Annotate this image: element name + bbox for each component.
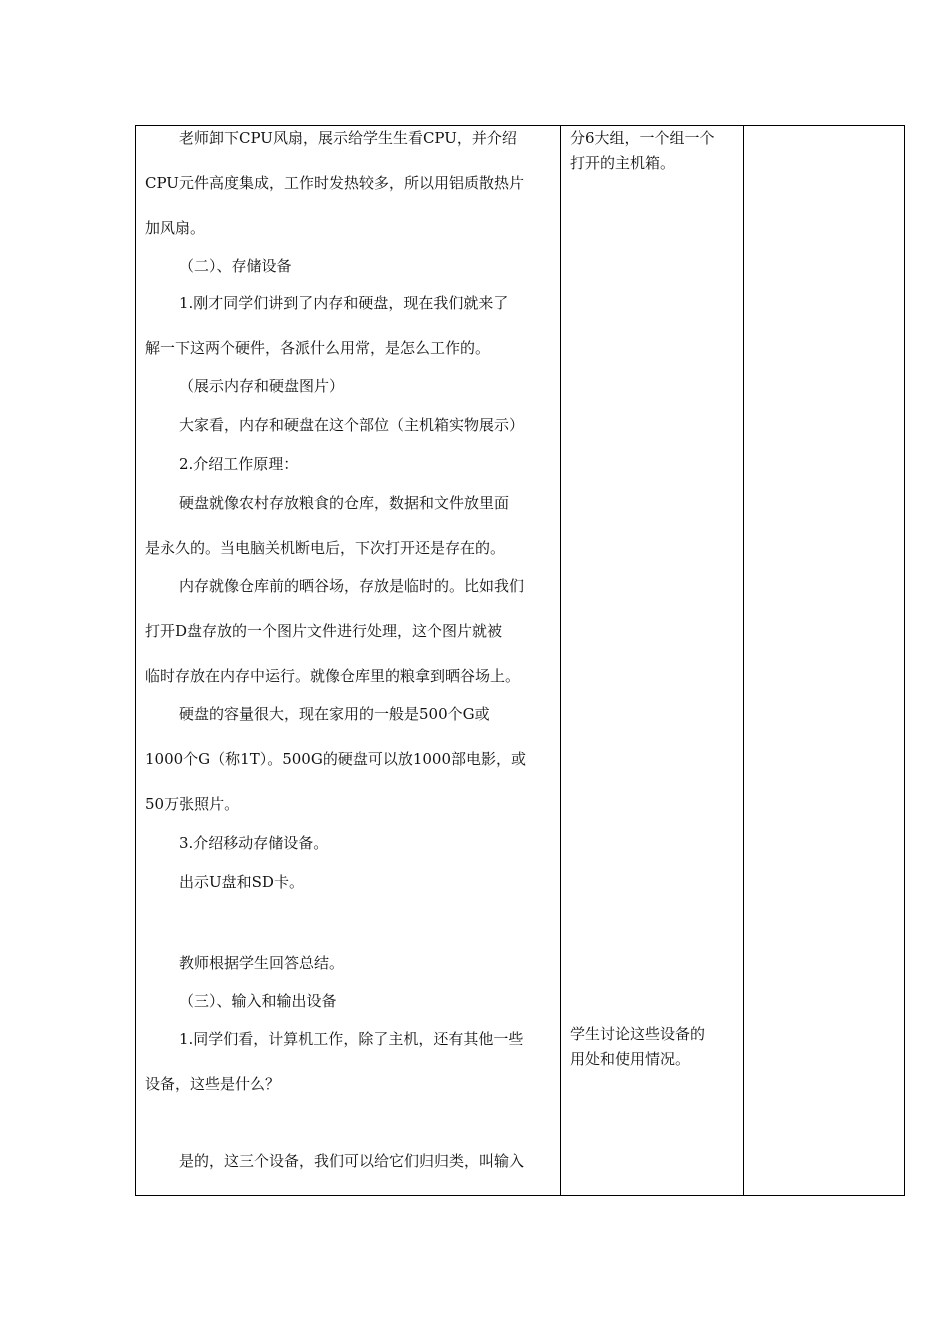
section-heading: （三）、输入和输出设备: [179, 992, 337, 1010]
text-line: 1.刚才同学们讲到了内存和硬盘，现在我们就来了: [179, 294, 509, 312]
text-line: 1.同学们看，计算机工作，除了主机，还有其他一些: [179, 1030, 524, 1048]
section-heading: （二）、存储设备: [179, 257, 292, 275]
text-line: 临时存放在内存中运行。就像仓库里的粮拿到晒谷场上。: [145, 667, 521, 685]
text-line: 2.介绍工作原理：: [179, 455, 299, 473]
text-line: 3.介绍移动存储设备。: [179, 834, 329, 852]
text-line: 50万张照片。: [145, 795, 240, 813]
text-line: CPU元件高度集成，工作时发热较多，所以用铝质散热片: [145, 174, 524, 192]
text-line: 加风扇。: [145, 219, 206, 237]
text-line: 设备，这些是什么？: [145, 1075, 281, 1093]
text-line: 打开的主机箱。: [570, 154, 676, 172]
text-line: 用处和使用情况。: [570, 1050, 691, 1068]
text-line: 硬盘就像农村存放粮食的仓库，数据和文件放里面: [179, 494, 510, 512]
text-line: 内存就像仓库前的晒谷场，存放是临时的。比如我们: [179, 577, 525, 595]
text-line: （展示内存和硬盘图片）: [179, 377, 345, 395]
text-line: 出示U盘和SD卡。: [179, 873, 304, 891]
text-line: 学生讨论这些设备的: [570, 1025, 706, 1043]
text-line: 打开D盘存放的一个图片文件进行处理，这个图片就被: [145, 622, 503, 640]
text-line: 老师卸下CPU风扇，展示给学生生看CPU，并介绍: [179, 129, 517, 147]
text-line: 硬盘的容量很大，现在家用的一般是500个G或: [179, 705, 490, 723]
text-line: 教师根据学生回答总结。: [179, 954, 345, 972]
column-divider: [743, 126, 744, 1195]
text-line: 分6大组，一个组一个: [570, 129, 715, 147]
column-divider: [560, 126, 561, 1195]
text-line: 1000个G（称1T）。500G的硬盘可以放1000部电影，或: [145, 750, 526, 768]
text-line: 解一下这两个硬件，各派什么用常，是怎么工作的。: [145, 339, 491, 357]
text-line: 是永久的。当电脑关机断电后，下次打开还是存在的。: [145, 539, 506, 557]
lesson-table: [135, 125, 905, 1196]
text-line: 大家看，内存和硬盘在这个部位（主机箱实物展示）: [179, 416, 525, 434]
text-line: 是的，这三个设备，我们可以给它们归归类，叫输入: [179, 1152, 525, 1170]
